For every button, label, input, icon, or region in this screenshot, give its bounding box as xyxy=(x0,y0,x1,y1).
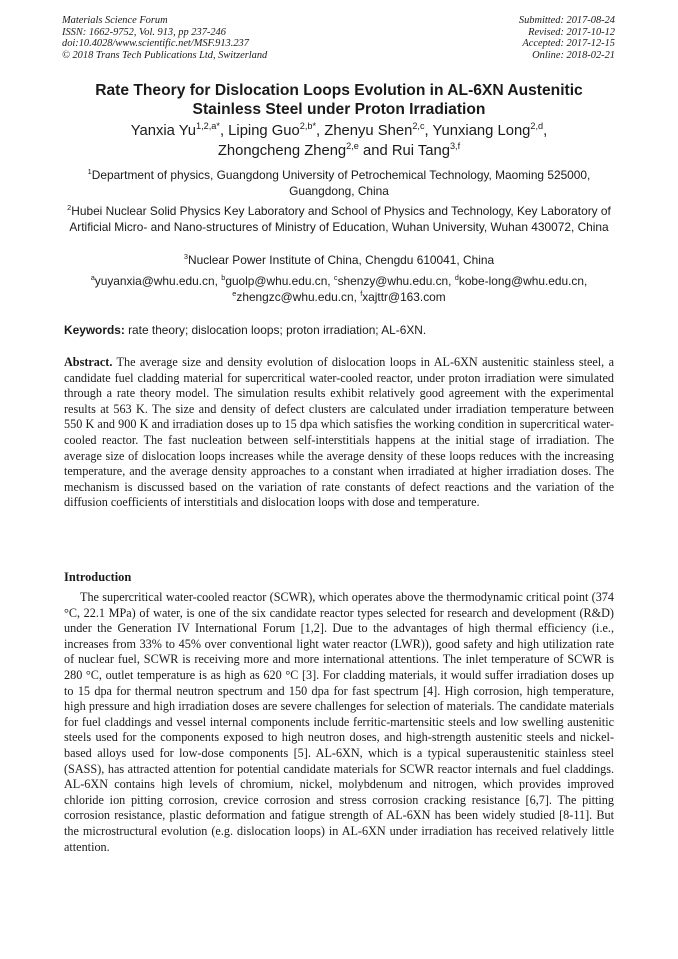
abstract xyxy=(64,355,614,511)
author-superscript: 2,d xyxy=(530,121,544,132)
keywords-label: Keywords: xyxy=(64,323,125,337)
author-list xyxy=(40,122,638,161)
copyright: © 2018 Trans Tech Publications Ltd, Switzerland xyxy=(62,49,268,61)
email-marker: f xyxy=(360,289,363,299)
title-line-2: Stainless Steel under Proton Irradiation xyxy=(192,100,486,118)
email-marker: e xyxy=(232,289,237,299)
author-name: Yunxiang Long xyxy=(432,123,531,139)
author-separator: and xyxy=(358,142,392,159)
author-separator: , xyxy=(316,123,325,139)
introduction-paragraph: The supercritical water-cooled reactor (SCWR), which operates above the thermodynamic critical point (374 °C, 22.1 MPa) of water, is one of the six candidate reactor types selected for research and development (R&D) under the Generation IV International Forum [1,2]. Due to the advantages of high thermal efficiency (i.e., increases from 33% to 45% over conventional light water reactor (LWR)), good safety and high utilization rate of nuclear fuel, SCWR is receiving more and more international attentions. The inlet temperature of SCWR is 280 °C, outlet temperature is as high as 620 °C [3]. For cladding materials, it would suffer irradiation doses up to 15 dpa for thermal neutron spectrum and 150 dpa for fast spectrum [4]. High corrosion, high temperature, high pressure and high irradiation doses are severe challenges for selection of materials. The candidate materials for fuel claddings and vessel internal components include ferritic-martensitic steels and low swelling austenitic steels used for the components exposed to high neutron doses, and high-strength austenitic steels and nickel-based alloys used for low-dose components [5]. AL-6XN, which is a typical superaustenitic stainless steel (SASS), has attracted attention for potential candidate materials for SCWR reactor internals and fuel claddings. AL-6XN contains high levels of chromium, nickel, molybdenum and nitrogen, which provides improved chloride ion pitting corrosion, crevice corrosion and stress corrosion cracking resistance [6,7]. The pitting corrosion resistance, plastic deformation and fatigue strength of AL-6XN has been widely studied [8-11]. But the microstructural evolution (e.g. dislocation loops) in AL-6XN under irradiation has received relatively little attention. xyxy=(64,590,614,854)
email-text[interactable]: shenzy@whu.edu.cn, xyxy=(337,274,455,288)
section-heading-introduction: Introduction xyxy=(64,570,132,584)
affiliation-2 xyxy=(66,203,612,236)
author-superscript: 2,b* xyxy=(299,121,317,132)
keywords-text: rate theory; dislocation loops; proton irradiation; AL-6XN. xyxy=(124,323,427,337)
email-marker: a xyxy=(90,273,95,283)
email-text[interactable]: yuyanxia@whu.edu.cn, xyxy=(94,274,222,288)
abstract-text: The average size and density evolution of dislocation loops in AL-6XN austenitic stainless steel, a candidate fuel cladding material for supercritical water-cooled reactor, under proton irradiation were simulated through a rate theory model. The simulation results exhibit relatively good agreement with the experimental results at 563 K. The size and density of defect clusters are calculated under irradiation temperature between 550 K and 900 K and irradiation doses up to 15 dpa which satisfies the working condition in supercritical water-cooled reactor. The fast nucleation between self-interstitials happens at the initial stage of irradiation. The average size of dislocation loops increases while the average density of these loops reduces with the increasing temperature, and the average density approaches to a constant when irradiated at higher irradiation doses. The mechanism is discussed based on the variation of rate constants of defect reactions and the variation of the diffusion coefficients of interstitials and dislocation loops with dose and temperature. xyxy=(64,355,614,510)
affiliation-text: Hubei Nuclear Solid Physics Key Laboratory and School of Physics and Technology, Key Laboratory of Artificial Micro- and Nano-structures of Ministry of Education, Wuhan University, Wuhan 430072, China xyxy=(69,204,611,235)
online-date: Online: 2018-02-21 xyxy=(532,49,615,61)
journal-info xyxy=(62,15,267,61)
title-line-1: Rate Theory for Dislocation Loops Evolution in AL-6XN Austenitic xyxy=(95,82,583,99)
email-marker: b xyxy=(221,273,226,283)
author-superscript: 2,c xyxy=(412,121,425,132)
affiliation-marker: 2 xyxy=(67,203,72,213)
author-emails xyxy=(50,273,628,306)
affiliation-marker: 3 xyxy=(183,252,189,262)
email-text[interactable]: kobe-long@whu.edu.cn, xyxy=(458,274,588,288)
abstract-label: Abstract. xyxy=(64,355,113,369)
author-name: Zhongcheng Zheng xyxy=(217,142,347,159)
email-marker: c xyxy=(333,273,338,283)
email-text[interactable]: guolp@whu.edu.cn, xyxy=(225,274,334,288)
journal-name: Materials Science Forum xyxy=(62,15,168,26)
author-superscript: 1,2,a* xyxy=(196,121,220,132)
author-name: Zhenyu Shen xyxy=(324,123,413,139)
author-name: Rui Tang xyxy=(391,142,450,159)
affiliation-3 xyxy=(66,252,612,268)
issn: ISSN: 1662-9752, Vol. 913, pp 237-246 xyxy=(62,26,226,38)
accepted-date: Accepted: 2017-12-15 xyxy=(522,38,615,50)
submitted-date: Submitted: 2017-08-24 xyxy=(518,15,615,26)
author-name: Yanxia Yu xyxy=(130,123,196,139)
author-superscript: 3,f xyxy=(449,140,461,151)
email-marker: d xyxy=(454,273,459,283)
affiliation-1 xyxy=(66,167,612,200)
email-text[interactable]: zhengzc@whu.edu.cn, xyxy=(236,290,361,305)
affiliation-text: Department of physics, Guangdong University of Petrochemical Technology, Maoming 525000, Guangdong, China xyxy=(91,168,591,199)
paper-title xyxy=(40,82,638,119)
email-text[interactable]: xajttr@163.com xyxy=(362,290,446,305)
revised-date: Revised: 2017-10-12 xyxy=(528,26,615,38)
affiliation-marker: 1 xyxy=(87,167,92,177)
author-separator: , xyxy=(424,123,433,139)
doi: doi:10.4028/www.scientific.net/MSF.913.237 xyxy=(62,38,249,50)
author-name: Liping Guo xyxy=(228,123,300,139)
author-separator: , xyxy=(543,123,548,139)
publication-dates xyxy=(519,15,615,61)
keywords xyxy=(64,323,616,338)
author-superscript: 2,e xyxy=(346,140,359,151)
author-separator: , xyxy=(219,123,229,139)
affiliation-text: Nuclear Power Institute of China, Chengdu 610041, China xyxy=(188,253,495,267)
